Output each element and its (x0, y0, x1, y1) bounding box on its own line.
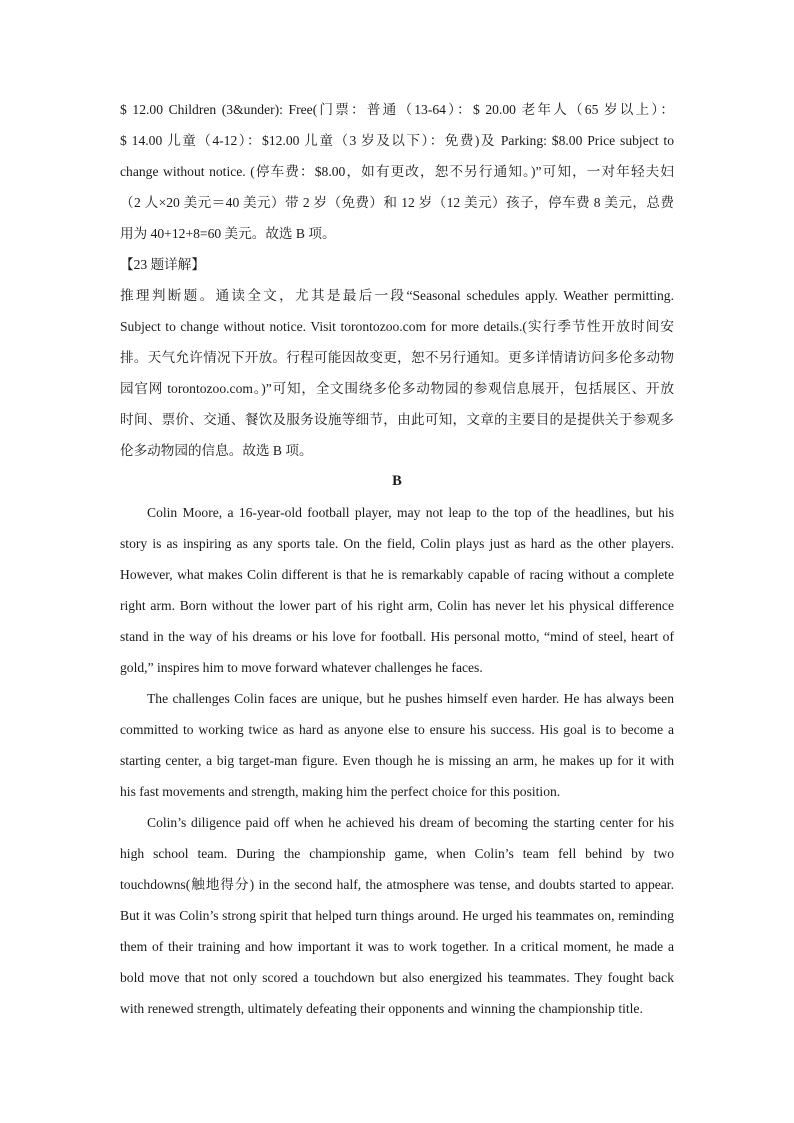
text-line: committed to working twice as hard as anyone else to ensure his success. His goal is to become a (120, 722, 674, 737)
text-line: （2 人×20 美元＝40 美元）带 2 岁（免费）和 12 岁（12 美元）孩子，停车费 8 美元，总费 (120, 195, 674, 210)
text-line: Colin Moore, a 16-year-old football player, may not leap to the top of the headlines, but his (147, 505, 674, 520)
passage-paragraph-3 (120, 807, 674, 1024)
text-line: right arm. Born without the lower part of his right arm, Colin has never let his physical difference (120, 598, 674, 613)
text-line: But it was Colin’s strong spirit that helped turn things around. He urged his teammates on, reminding (120, 908, 674, 923)
text-line: Colin’s diligence paid off when he achieved his dream of becoming the starting center for his (147, 815, 674, 830)
text-line: 排。天气允许情况下开放。行程可能因故变更，恕不另行通知。更多详情请访问多伦多动物 (120, 350, 674, 365)
passage-paragraph-1 (120, 497, 674, 683)
text-line: them of their training and how important it was to work together. In a critical moment, he made a (120, 939, 674, 954)
text-line: bold move that not only scored a touchdown but also energized his teammates. They fought back (120, 970, 674, 985)
q23-heading: 【23 题详解】 (120, 257, 205, 272)
section-heading: B (392, 473, 402, 489)
passage-paragraph-2 (120, 683, 674, 807)
text-line: stand in the way of his dreams or his love for football. His personal motto, “mind of steel, heart of (120, 629, 674, 644)
text-line: starting center, a big target-man figure. Even though he is missing an arm, he makes up for it with (120, 753, 674, 768)
text-line: high school team. During the championship game, when Colin’s team fell behind by two (120, 846, 674, 861)
text-line: change without notice. (停车费：$8.00，如有更改，恕不另行通知。)”可知，一对年轻夫妇 (120, 164, 674, 179)
document-page (120, 94, 674, 1024)
text-line: However, what makes Colin different is that he is remarkably capable of racing without a complete (120, 567, 674, 582)
text-line: $ 14.00 儿童（4-12）：$12.00 儿童（3 岁及以下）：免费)及 Parking: $8.00 Price subject to (120, 133, 674, 148)
text-line: his fast movements and strength, making him the perfect choice for this position. (120, 784, 561, 799)
text-line: 推理判断题。通读全文，尤其是最后一段“Seasonal schedules apply. Weather permitting. (120, 288, 674, 303)
text-line: touchdowns(触地得分) in the second half, the atmosphere was tense, and doubts started to appear. (120, 877, 674, 892)
text-line: Subject to change without notice. Visit torontozoo.com for more details.(实行季节性开放时间安 (120, 319, 674, 334)
text-line: story is as inspiring as any sports tale. On the field, Colin plays just as hard as the other players. (120, 536, 674, 551)
answer-22-continued (120, 94, 674, 249)
text-line: 园官网 torontozoo.com。)”可知，全文围绕多伦多动物园的参观信息展开，包括展区、开放 (120, 381, 674, 396)
answer-23 (120, 280, 674, 466)
text-line: 用为 40+12+8=60 美元。故选 B 项。 (120, 226, 336, 241)
text-line: with renewed strength, ultimately defeating their opponents and winning the championship title. (120, 1001, 643, 1016)
text-line: 伦多动物园的信息。故选 B 项。 (120, 443, 313, 458)
text-line: gold,” inspires him to move forward whatever challenges he faces. (120, 660, 483, 675)
text-line: 时间、票价、交通、餐饮及服务设施等细节，由此可知，文章的主要目的是提供关于参观多 (120, 412, 674, 427)
text-line: $ 12.00 Children (3&under): Free(门票：普通（13-64）：$ 20.00 老年人（65 岁以上）： (120, 102, 674, 117)
text-line: The challenges Colin faces are unique, but he pushes himself even harder. He has always been (147, 691, 674, 706)
